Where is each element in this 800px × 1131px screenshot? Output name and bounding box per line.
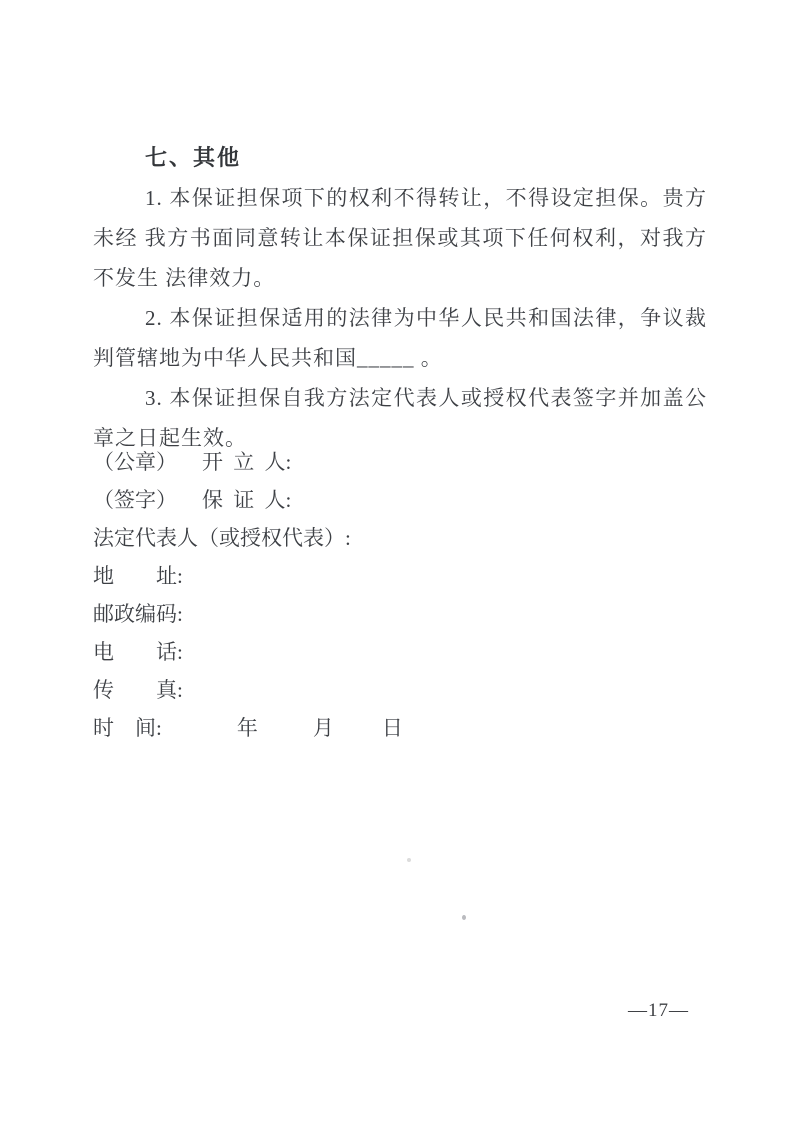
sign-line [93,481,707,519]
guarantor-label: 保 证 人: [202,488,292,512]
issuer-label: 开 立 人: [202,450,292,474]
clause-3-line-1: 3. 本保证担保自我方法定代表人或授权代表签字并加盖公 [145,386,707,410]
phone-line: 电 话: [93,640,183,664]
scan-speck [462,915,466,920]
section-heading: 七、其他 [145,145,242,170]
document-content [93,138,707,747]
signature-label: （签字） [93,488,177,512]
fax-line: 传 真: [93,678,183,702]
legal-representative-line: 法定代表人（或授权代表）: [93,526,351,550]
month-label: 月 [312,716,334,740]
clause-1-line-3: 不发生 法律效力。 [93,266,276,290]
seal-line [93,443,707,481]
seal-label: （公章） [93,450,177,474]
day-label: 日 [381,716,403,740]
signature-block [93,443,707,747]
clause-1-line-2: 未经 我方书面同意转让本保证担保或其项下任何权利，对我方 [93,226,707,250]
postcode-line: 邮政编码: [93,602,183,626]
page-number: —17— [628,1000,689,1021]
clause-3-line-2: 章之日起生效。 [93,426,247,450]
year-label: 年 [236,716,258,740]
scan-speck [407,858,411,862]
clause-2-line-2: 判管辖地为中华人民共和国_____ 。 [93,346,443,370]
clause-1-line-1: 1. 本保证担保项下的权利不得转让，不得设定担保。贵方 [145,186,707,210]
address-line: 地 址: [93,564,183,588]
clause-2-line-1: 2. 本保证担保适用的法律为中华人民共和国法律，争议裁 [145,306,707,330]
date-label: 时 间: [93,716,162,740]
date-line [93,709,707,747]
